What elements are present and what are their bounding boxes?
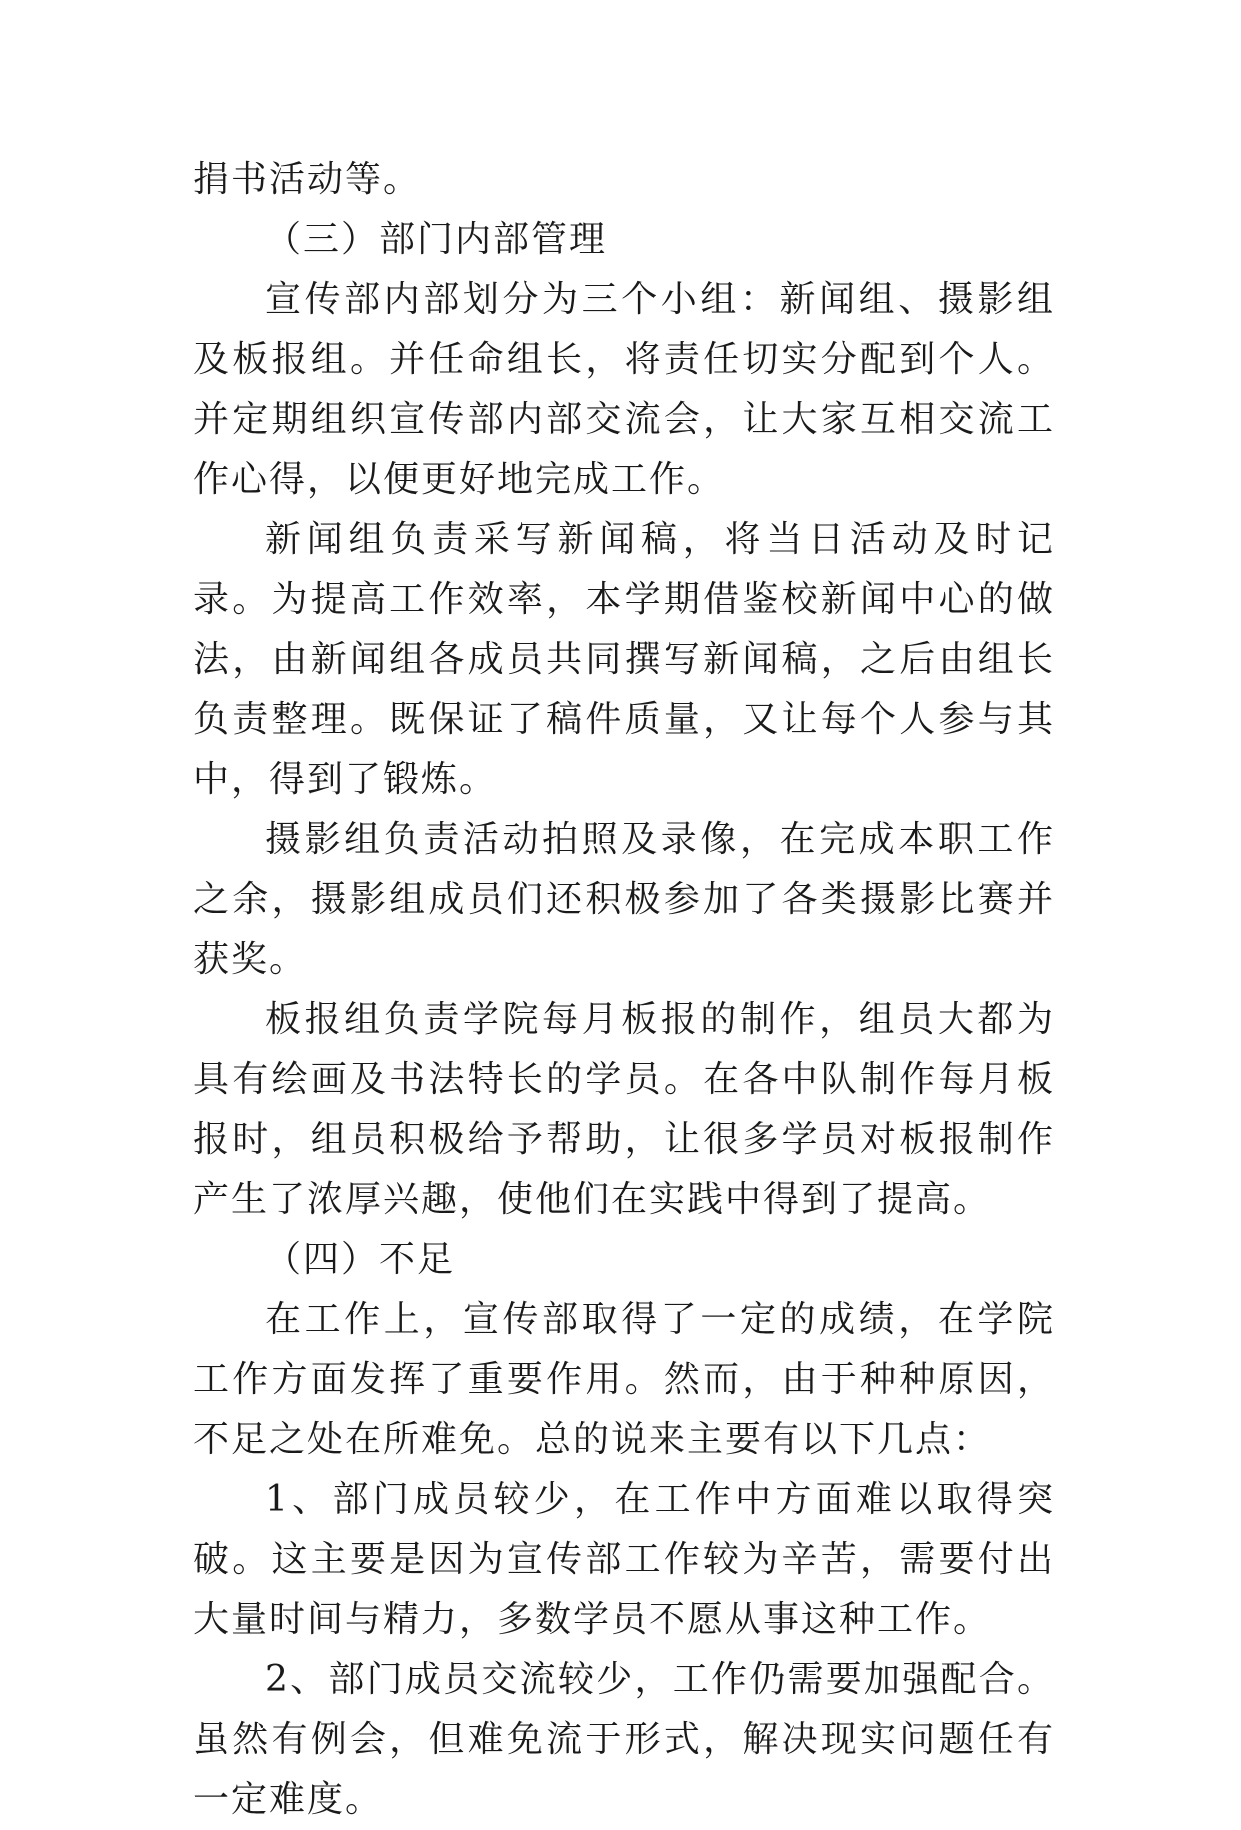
paragraph-shortcomings-intro: 在工作上，宣传部取得了一定的成绩，在学院工作方面发挥了重要作用。然而，由于种种原因，不足之处在所难免。总的说来主要有以下几点： <box>193 1299 1055 1460</box>
paragraph-news-group: 新闻组负责采写新闻稿，将当日活动及时记录。为提高工作效率，本学期借鉴校新闻中心的做法，由新闻组各成员共同撰写新闻稿，之后由组长负责整理。既保证了稿件质量，又让每个人参与其中，得到了锻炼。 <box>193 519 1055 800</box>
paragraph-shortcoming-1: 1、部门成员较少，在工作中方面难以取得突破。这主要是因为宣传部工作较为辛苦，需要付出大量时间与精力，多数学员不愿从事这种工作。 <box>193 1479 1055 1640</box>
paragraph-shortcoming-2: 2、部门成员交流较少，工作仍需要加强配合。虽然有例会，但难免流于形式，解决现实问题任有一定难度。 <box>193 1659 1055 1820</box>
section-heading-shortcomings: （四）不足 <box>265 1239 456 1280</box>
paragraph-continuation: 捐书活动等。 <box>193 159 422 200</box>
paragraph-photo-group: 摄影组负责活动拍照及录像，在完成本职工作之余，摄影组成员们还积极参加了各类摄影比赛并获奖。 <box>193 819 1055 980</box>
document-body <box>193 150 1055 1830</box>
paragraph-board-group: 板报组负责学院每月板报的制作，组员大都为具有绘画及书法特长的学员。在各中队制作每月板报时，组员积极给予帮助，让很多学员对板报制作产生了浓厚兴趣，使他们在实践中得到了提高。 <box>193 999 1055 1220</box>
paragraph-groups-overview: 宣传部内部划分为三个小组：新闻组、摄影组及板报组。并任命组长，将责任切实分配到个人。并定期组织宣传部内部交流会，让大家互相交流工作心得，以便更好地完成工作。 <box>193 279 1055 500</box>
section-heading-internal-management: （三）部门内部管理 <box>265 219 608 260</box>
